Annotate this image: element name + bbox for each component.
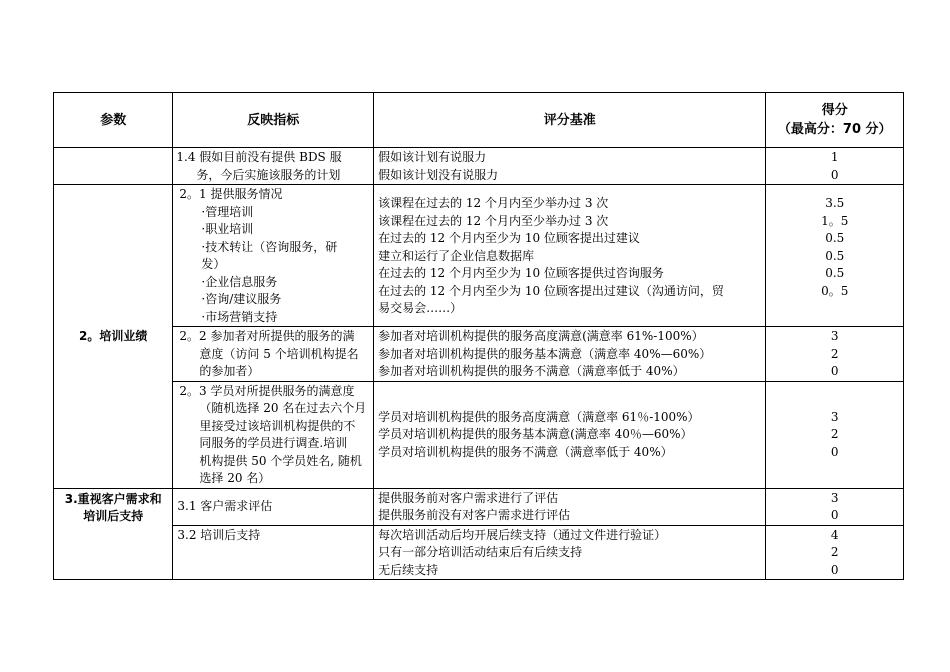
score-3-2 — [766, 525, 904, 580]
criteria-line: 只有一部分培训活动结束后有后续支持 — [378, 545, 583, 559]
indicator-item: ·市场营销支持 — [201, 309, 278, 324]
criteria-1-4 — [374, 148, 766, 185]
param-line: 3.重视客户需求和 — [64, 491, 162, 506]
indicator-item: ·管理培训 — [201, 204, 254, 219]
score-value: 3 — [830, 490, 839, 505]
param-customer-needs — [54, 488, 173, 580]
score-value: 3 — [830, 409, 839, 424]
table-row-3-1 — [54, 488, 904, 525]
indicator-line: 同服务的学员进行调查.培训 — [199, 436, 348, 450]
criteria-line: 参加者对培训机构提供的服务基本满意（满意率 40%—60%） — [378, 346, 712, 361]
criteria-line: 在过去的 12 个月内至少为 10 位顾客提出过建议 — [378, 231, 640, 245]
table-row-2-1 — [54, 185, 904, 327]
table-row-2-3 — [54, 381, 904, 488]
indicator-item: ·技术转让（咨询服务，研 — [201, 239, 338, 254]
score-1-4 — [766, 148, 904, 185]
criteria-line: 无后续支持 — [378, 562, 439, 577]
score-value: 0.5 — [825, 248, 845, 263]
criteria-line: 该课程在过去的 12 个月内至少举办过 3 次 — [378, 213, 609, 228]
score-value: 3 — [830, 329, 839, 343]
indicator-line: 1.4 假如目前没有提供 BDS 服 — [176, 150, 342, 164]
criteria-line: 学员对培训机构提供的服务基本满意(满意率 40％—60%） — [378, 427, 693, 441]
indicator-line: 2。2 参加者对所提供的服务的满 — [179, 329, 355, 343]
score-2-1 — [766, 185, 904, 327]
criteria-line: 参加者对培训机构提供的服务不满意（满意率低于 40%） — [378, 364, 685, 378]
score-3-1 — [766, 488, 904, 525]
indicator-item: ·企业信息服务 — [201, 274, 278, 289]
score-value: 4 — [830, 527, 839, 542]
header-score-title: 得分 — [821, 103, 848, 118]
criteria-line: 提供服务前对客户需求进行了评估 — [378, 490, 559, 505]
criteria-line: 提供服务前没有对客户需求进行评估 — [378, 508, 571, 522]
score-2-3 — [766, 381, 904, 488]
table-row-3-2 — [54, 525, 904, 580]
score-value: 1。5 — [821, 213, 849, 228]
criteria-line: 假如该计划有说服力 — [378, 150, 487, 164]
score-value: 0.5 — [825, 231, 845, 245]
criteria-2-2 — [374, 327, 766, 382]
score-value: 0。5 — [821, 283, 849, 298]
criteria-line: 学员对培训机构提供的服务高度满意（满意率 61％-100%） — [378, 409, 700, 424]
score-value: 0 — [830, 562, 839, 577]
criteria-line: 假如该计划没有说服力 — [378, 167, 499, 182]
indicator-line: 务，今后实施该服务的计划 — [196, 167, 341, 182]
indicator-line: 意度（访问 5 个培训机构提名 — [199, 346, 359, 361]
criteria-3-2 — [374, 525, 766, 580]
indicator-item: ·咨询/建议服务 — [201, 292, 282, 306]
score-value: 0 — [830, 364, 839, 378]
criteria-line: 参加者对培训机构提供的服务高度满意(满意率 61%-100%） — [378, 329, 704, 343]
criteria-line: 建立和运行了企业信息数据库 — [378, 248, 535, 263]
header-criteria: 评分基准 — [374, 93, 766, 148]
indicator-2-2 — [173, 327, 374, 382]
criteria-2-1 — [374, 185, 766, 327]
indicator-2-3 — [173, 381, 374, 488]
indicator-line: 里接受过该培训机构提供的不 — [199, 418, 356, 433]
table-row-2-2 — [54, 327, 904, 382]
criteria-line: 在过去的 12 个月内至少为 10 位顾客提出过建议（沟通访问，贸 — [378, 283, 724, 298]
criteria-line: 易交易会……） — [378, 301, 463, 315]
criteria-line: 每次培训活动后均开展后续支持（通过文件进行验证） — [378, 527, 667, 542]
indicator-line: 的参加者） — [199, 364, 260, 378]
indicator-3-1: 3.1 客户需求评估 — [173, 488, 374, 525]
score-value: 0 — [830, 508, 839, 522]
score-value: 2 — [830, 427, 839, 441]
score-value: 0 — [830, 167, 839, 182]
param-training-performance: 2。培训业绩 — [54, 185, 173, 489]
indicator-line: 2。3 学员对所提供服务的满意度 — [179, 383, 355, 398]
header-indicator: 反映指标 — [173, 93, 374, 148]
score-value: 0.5 — [825, 266, 845, 280]
criteria-line: 该课程在过去的 12 个月内至少举办过 3 次 — [378, 196, 609, 210]
criteria-line: 在过去的 12 个月内至少为 10 位顾客提供过咨询服务 — [378, 266, 664, 280]
indicator-item: 发） — [201, 257, 226, 271]
indicator-3-2: 3.2 培训后支持 — [173, 525, 374, 580]
indicator-1-4 — [173, 148, 374, 185]
score-value: 2 — [830, 346, 839, 361]
indicator-line: 机构提供 50 个学员姓名, 随机 — [199, 453, 362, 468]
score-value: 2 — [830, 545, 839, 559]
param-line: 培训后支持 — [83, 508, 144, 523]
header-score-max: （最高分：70 分） — [777, 122, 892, 137]
header-row — [54, 93, 904, 148]
indicator-line: 选择 20 名） — [199, 471, 271, 485]
indicator-title: 2。1 提供服务情况 — [179, 187, 283, 201]
indicator-item: ·职业培训 — [201, 222, 254, 236]
header-param: 参数 — [54, 93, 173, 148]
criteria-3-1 — [374, 488, 766, 525]
criteria-2-3 — [374, 381, 766, 488]
param-cell-empty — [54, 148, 173, 185]
score-value: 0 — [830, 444, 839, 459]
score-value: 1 — [830, 150, 839, 164]
scoring-table — [53, 92, 904, 580]
header-score — [766, 93, 904, 148]
table-row-1-4 — [54, 148, 904, 185]
score-2-2 — [766, 327, 904, 382]
indicator-line: （随机选择 20 名在过去六个月 — [199, 401, 367, 415]
criteria-line: 学员对培训机构提供的服务不满意（满意率低于 40%） — [378, 444, 673, 459]
indicator-2-1 — [173, 185, 374, 327]
score-value: 3.5 — [825, 196, 845, 210]
